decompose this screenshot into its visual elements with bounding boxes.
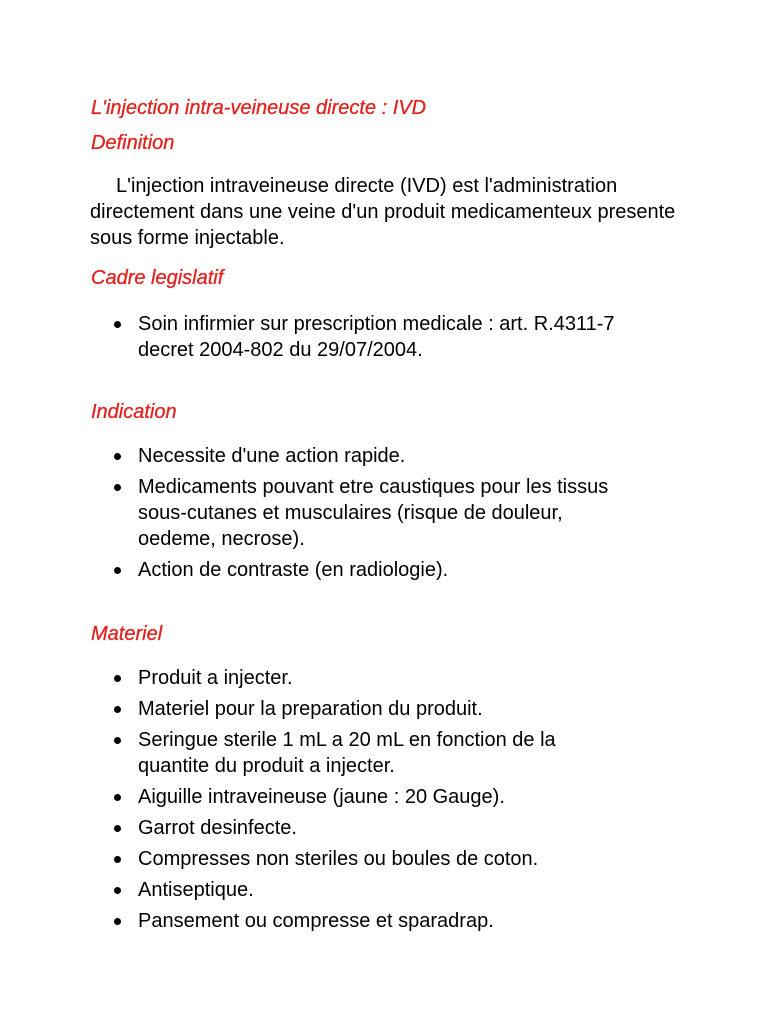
list-item (0, 557, 628, 583)
list-item (0, 696, 628, 722)
bullet-icon (114, 484, 121, 491)
list-item-text: Garrot desinfecte. (138, 817, 297, 839)
list-item-text: Compresses non steriles ou boules de coton. (138, 848, 539, 870)
section-heading-cadre-legislatif: Cadre legislatif (91, 267, 224, 289)
list-item (0, 846, 628, 872)
list-item (0, 727, 628, 779)
materiel-list (0, 665, 768, 939)
cadre-legislatif-list (0, 311, 768, 368)
bullet-icon (114, 321, 121, 328)
section-heading-indication: Indication (91, 401, 177, 423)
bullet-icon (114, 675, 121, 682)
list-item-text: Necessite d'une action rapide. (138, 445, 406, 467)
bullet-icon (114, 887, 121, 894)
bullet-icon (114, 856, 121, 863)
bullet-icon (114, 737, 121, 744)
list-item (0, 908, 628, 934)
section-heading-definition: Definition (91, 132, 175, 154)
list-item (0, 815, 628, 841)
bullet-icon (114, 825, 121, 832)
list-item (0, 784, 628, 810)
list-item-text: Produit a injecter. (138, 667, 293, 689)
bullet-icon (114, 706, 121, 713)
list-item (0, 474, 628, 552)
section-heading-materiel: Materiel (91, 623, 163, 645)
list-item (0, 877, 628, 903)
list-item-text: Antiseptique. (138, 879, 254, 901)
list-item-text: Seringue sterile 1 mL a 20 mL en fonction de la quantite du produit a injecter. (138, 729, 556, 777)
list-item-text: Materiel pour la preparation du produit. (138, 698, 483, 720)
list-item (0, 311, 628, 363)
document-title: L'injection intra-veineuse directe : IVD (91, 97, 427, 119)
list-item-text: Soin infirmier sur prescription medicale : art. R.4311-7 decret 2004-802 du 29/07/2004. (138, 313, 615, 361)
bullet-icon (114, 453, 121, 460)
bullet-icon (114, 567, 121, 574)
definition-paragraph: L'injection intraveineuse directe (IVD) est l'administration directement dans une veine d'un produit medicamenteux presente sous forme injectable. (90, 175, 676, 249)
indication-list (0, 443, 768, 588)
list-item (0, 443, 628, 469)
list-item-text: Medicaments pouvant etre caustiques pour les tissus sous-cutanes et musculaires (risque de douleur, oedeme, necrose). (138, 476, 609, 550)
list-item-text: Pansement ou compresse et sparadrap. (138, 910, 494, 932)
list-item (0, 665, 628, 691)
list-item-text: Aiguille intraveineuse (jaune : 20 Gauge). (138, 786, 505, 808)
bullet-icon (114, 794, 121, 801)
bullet-icon (114, 918, 121, 925)
list-item-text: Action de contraste (en radiologie). (138, 559, 449, 581)
